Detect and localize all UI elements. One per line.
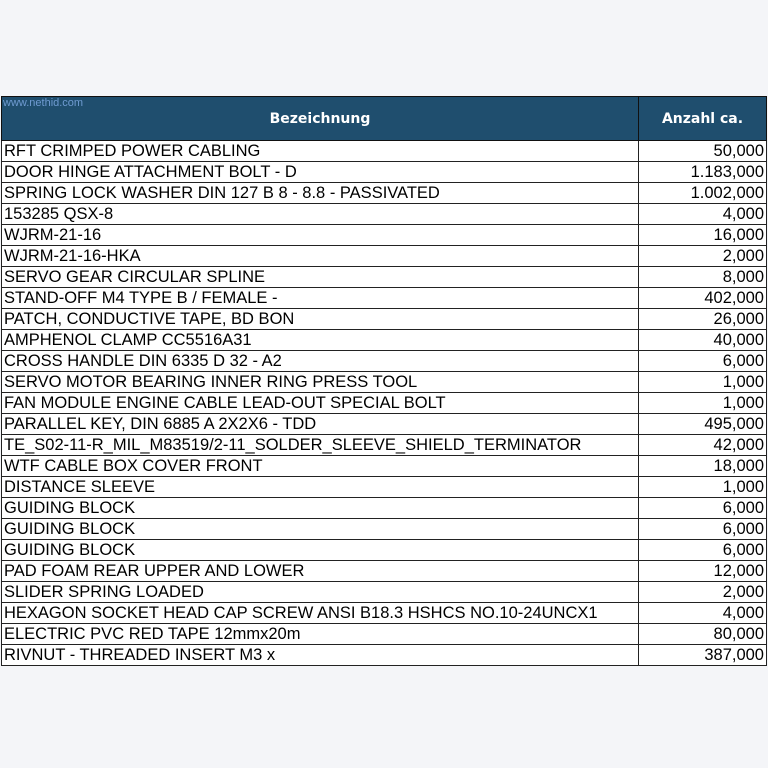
item-quantity-cell: 26,000 [639,309,767,330]
item-quantity-cell: 1.002,000 [639,183,767,204]
table-row [2,540,767,561]
table-row [2,393,767,414]
item-name-cell: GUIDING BLOCK [2,540,639,561]
header-cell-name [2,97,639,141]
header-label-name: Bezeichnung [269,110,371,127]
table-row [2,414,767,435]
item-name-cell: WJRM-21-16 [2,225,639,246]
item-name-cell: PAD FOAM REAR UPPER AND LOWER [2,561,639,582]
inventory-table [1,96,767,666]
table-body [2,141,767,666]
item-quantity-cell: 6,000 [639,351,767,372]
table-row [2,582,767,603]
header-row [2,97,767,141]
table-row [2,624,767,645]
item-quantity-cell: 2,000 [639,246,767,267]
table-row [2,498,767,519]
item-quantity-cell: 18,000 [639,456,767,477]
item-quantity-cell: 40,000 [639,330,767,351]
table-row [2,225,767,246]
table-row [2,330,767,351]
item-name-cell: GUIDING BLOCK [2,519,639,540]
table-row [2,288,767,309]
table-row [2,435,767,456]
item-quantity-cell: 1,000 [639,477,767,498]
table-row [2,561,767,582]
item-quantity-cell: 402,000 [639,288,767,309]
item-quantity-cell: 2,000 [639,582,767,603]
item-quantity-cell: 6,000 [639,498,767,519]
table-header [2,97,767,141]
item-name-cell: SLIDER SPRING LOADED [2,582,639,603]
table-row [2,183,767,204]
item-name-cell: HEXAGON SOCKET HEAD CAP SCREW ANSI B18.3 HSHCS NO.10-24UNCX1 [2,603,639,624]
table-row [2,477,767,498]
item-name-cell: PATCH, CONDUCTIVE TAPE, BD BON [2,309,639,330]
item-quantity-cell: 495,000 [639,414,767,435]
item-quantity-cell: 387,000 [639,645,767,666]
table-row [2,645,767,666]
item-quantity-cell: 80,000 [639,624,767,645]
table-row [2,204,767,225]
table-row [2,141,767,162]
item-name-cell: SERVO MOTOR BEARING INNER RING PRESS TOOL [2,372,639,393]
item-name-cell: DISTANCE SLEEVE [2,477,639,498]
item-name-cell: FAN MODULE ENGINE CABLE LEAD-OUT SPECIAL BOLT [2,393,639,414]
table-row [2,162,767,183]
table-row [2,267,767,288]
item-quantity-cell: 6,000 [639,519,767,540]
item-name-cell: SERVO GEAR CIRCULAR SPLINE [2,267,639,288]
item-quantity-cell: 1,000 [639,393,767,414]
item-name-cell: 153285 QSX-8 [2,204,639,225]
item-name-cell: STAND-OFF M4 TYPE B / FEMALE - [2,288,639,309]
table-row [2,456,767,477]
table-row [2,309,767,330]
item-quantity-cell: 1.183,000 [639,162,767,183]
item-name-cell: AMPHENOL CLAMP CC5516A31 [2,330,639,351]
item-name-cell: WTF CABLE BOX COVER FRONT [2,456,639,477]
item-quantity-cell: 1,000 [639,372,767,393]
item-name-cell: TE_S02-11-R_MIL_M83519/2-11_SOLDER_SLEEVE_SHIELD_TERMINATOR [2,435,639,456]
item-name-cell: GUIDING BLOCK [2,498,639,519]
table-row [2,246,767,267]
item-quantity-cell: 12,000 [639,561,767,582]
item-name-cell: CROSS HANDLE DIN 6335 D 32 - A2 [2,351,639,372]
item-quantity-cell: 50,000 [639,141,767,162]
item-name-cell: ELECTRIC PVC RED TAPE 12mmx20m [2,624,639,645]
item-quantity-cell: 42,000 [639,435,767,456]
item-quantity-cell: 4,000 [639,204,767,225]
item-name-cell: RIVNUT - THREADED INSERT M3 x [2,645,639,666]
item-name-cell: PARALLEL KEY, DIN 6885 A 2X2X6 - TDD [2,414,639,435]
item-name-cell: SPRING LOCK WASHER DIN 127 B 8 - 8.8 - PASSIVATED [2,183,639,204]
table-row [2,351,767,372]
table-row [2,372,767,393]
item-quantity-cell: 6,000 [639,540,767,561]
item-quantity-cell: 4,000 [639,603,767,624]
item-name-cell: WJRM-21-16-HKA [2,246,639,267]
item-name-cell: DOOR HINGE ATTACHMENT BOLT - D [2,162,639,183]
table-row [2,519,767,540]
item-name-cell: RFT CRIMPED POWER CABLING [2,141,639,162]
item-quantity-cell: 16,000 [639,225,767,246]
header-cell-qty: Anzahl ca. [639,97,767,141]
watermark-text: www.nethid.com [3,97,84,109]
item-quantity-cell: 8,000 [639,267,767,288]
table-row [2,603,767,624]
